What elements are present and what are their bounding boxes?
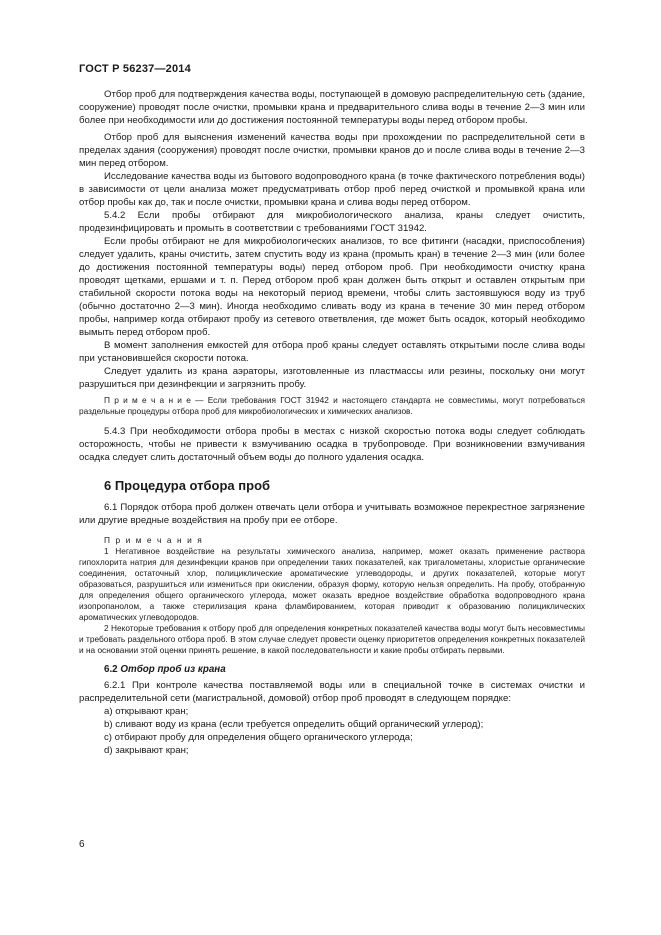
paragraph: В момент заполнения емкостей для отбора проб краны следует оставлять открытыми после слива воды при установившейся скорости потока.	[79, 340, 585, 364]
list-item: d) закрывают кран;	[104, 745, 189, 756]
note-1: 1 Негативное воздействие на результаты химического анализа, например, может оказать применение раствора гипохлорита натрия для дезинфекции кранов при определении таких показателей, как тригалометаны, хлористые органические соединения, остаточный хлор, полициклические ароматические углеводороды, и других показателей, которые могут образоваться, разрушиться или измениться при окислении, образуя форму, которую нельзя определить. На пробу, отобранную для определения общего органического углерода, может оказать вредное воздействие обработка водопроводного крана изопропанолом, а также стерилизация крана фламбированием, которая приводит к образованию полициклических ароматических углеводородов.	[79, 546, 585, 622]
list-item: b) сливают воду из крана (если требуется определить общий органический углерод);	[104, 719, 484, 730]
paragraph-6-2-1: 6.2.1 При контроле качества поставляемой воды или в специальной точке в системах очистки и распределительной сети (магистральной, домовой) отбор проб проводят в следующем порядке:	[79, 680, 585, 704]
paragraph: Отбор проб для подтверждения качества воды, поступающей в домовую распределительную сеть (здание, сооружение) проводят после очистки, промывки крана и предварительного слива воды в течение 2—3 мин или более при необходимости или до достижения постоянной температуры воды перед отбором пробы.	[79, 89, 585, 126]
note-2: 2 Некоторые требования к отбору проб для определения конкретных показателей качества воды могут быть несовместимы и требовать раздельного отбора проб. В этом случае следует провести оценку приоритетов определения конкретных показателей и на основании этой оценки принять решение, в какой последовательности и какие пробы отбирать первыми.	[79, 623, 585, 655]
paragraph: Следует удалить из крана аэраторы, изготовленные из пластмассы или резины, поскольку они могут разрушиться при дезинфекции и загрязнить пробу.	[79, 366, 585, 390]
subsection-number: 6.2	[104, 664, 118, 675]
notes-title: П р и м е ч а н и я	[104, 535, 204, 545]
note: П р и м е ч а н и е — Если требования ГОСТ 31942 и настоящего стандарта не совместимы, могут потребоваться раздельные процедуры отбора проб для микробиологических и химических анализов.	[79, 395, 585, 416]
subsection-title: Отбор проб из крана	[120, 664, 226, 675]
page-number: 6	[79, 839, 85, 850]
paragraph: Если пробы отбирают не для микробиологических анализов, то все фитинги (насадки, приспособления) следует удалить, краны очистить, затем спустить воду из крана (промыть кран) в течение 2—3 мин (или более до достижения постоянной температуры воды) перед отбором проб. При необходимости очистку крана проводят щетками, ершами и т. п. Перед отбором проб кран должен быть открыт и оставлен открытым при стабильной скорости потока воды на некоторый период времени, чтобы слить застоявшуюся воду из труб (обычно достаточно 2—3 мин). Иногда необходимо сливать воду из крана в течение 30 мин перед отбором пробы, например когда отбирают пробу из сетевого ответвления, где может быть осадок, который необходимо вымыть перед отбором проб.	[79, 236, 585, 338]
procedure-list	[79, 705, 585, 757]
subsection-heading-6-2	[79, 664, 585, 675]
paragraph: Исследование качества воды из бытового водопроводного крана (в точке фактического потребления воды) в зависимости от цели анализа может предусматривать отбор проб перед очисткой и промывкой крана или отбор пробы как до, так и после очистки, промывки крана и слива воды перед отбором.	[79, 171, 585, 208]
paragraph-5-4-3: 5.4.3 При необходимости отбора пробы в местах с низкой скоростью потока воды следует соблюдать осторожность, чтобы не привести к взмучиванию осадка в трубопроводе. При возникновении взмучивания осадка следует слить достаточный объем воды до полного удаления осадка.	[79, 426, 585, 463]
list-item: c) отбирают пробу для определения общего органического углерода;	[104, 732, 413, 743]
page-body	[79, 88, 585, 757]
section-heading-6: 6 Процедура отбора проб	[104, 478, 271, 493]
list-item: a) открывают кран;	[104, 706, 189, 717]
page-header-standard-number: ГОСТ Р 56237—2014	[79, 63, 191, 75]
paragraph-5-4-2: 5.4.2 Если пробы отбирают для микробиологического анализа, краны следует очистить, продезинфицировать и промыть в соответствии с требованиями ГОСТ 31942.	[79, 210, 585, 234]
paragraph: Отбор проб для выяснения изменений качества воды при прохождении по распределительной сети в пределах здания (сооружения) проводят после очистки, промывки кранов до и после слива воды в течение 2—3 мин перед отбором.	[79, 132, 585, 169]
paragraph-6-1: 6.1 Порядок отбора проб должен отвечать цели отбора и учитывать возможное перекрестное загрязнение или другие вредные воздействия на пробу при ее отборе.	[79, 502, 585, 526]
